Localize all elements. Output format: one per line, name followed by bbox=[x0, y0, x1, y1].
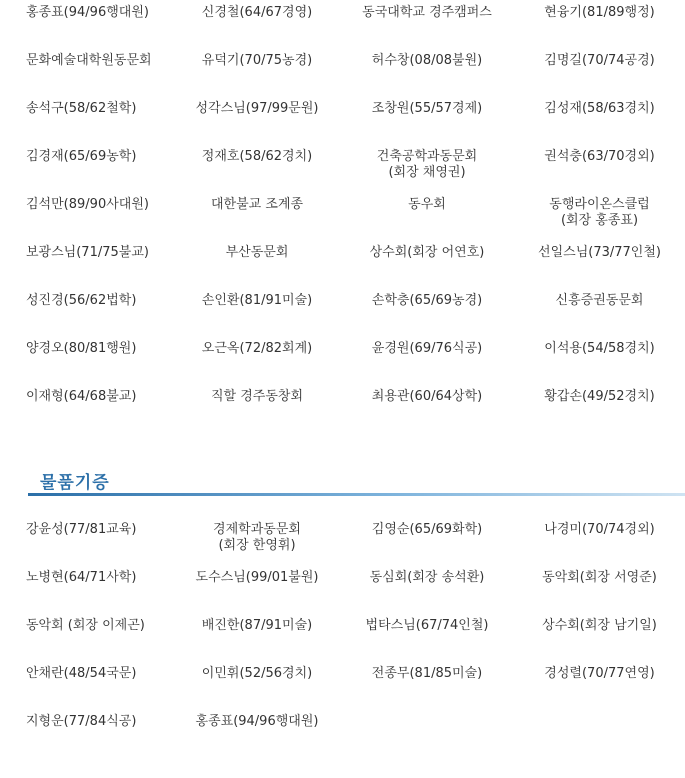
donor-entry bbox=[532, 570, 667, 586]
donor-name: 동우회 bbox=[408, 197, 446, 212]
donor-entry bbox=[532, 53, 667, 69]
donor-name: 신흥증권동문회 bbox=[555, 293, 644, 308]
donor-name: 홍종표(94/96행대원) bbox=[26, 5, 149, 20]
donor-entry bbox=[532, 197, 667, 229]
donor-name: 신경철(64/67경영) bbox=[201, 5, 313, 20]
donor-name: 성진경(56/62법학) bbox=[26, 293, 137, 308]
donor-name: 손학충(65/69농경) bbox=[371, 293, 483, 308]
donor-entry bbox=[362, 570, 492, 586]
donor-name: 김명길(70/74공경) bbox=[544, 53, 655, 68]
donor-entry bbox=[362, 293, 492, 309]
donor-entry bbox=[193, 5, 321, 21]
section-divider bbox=[28, 493, 685, 496]
donor-entry bbox=[26, 197, 149, 213]
donor-entry bbox=[193, 522, 321, 554]
donor-entry bbox=[362, 389, 492, 405]
donor-name: 양경오(80/81행원) bbox=[26, 341, 137, 356]
donor-name: 직할 경주동창회 bbox=[210, 389, 304, 404]
donor-name: 동행라이온스클럽 bbox=[549, 197, 650, 212]
donor-name: 동국대학교 경주캠퍼스 bbox=[362, 5, 492, 20]
donor-name: 정재호(58/62경치) bbox=[201, 149, 313, 164]
donor-name: 법타스님(67/74인철) bbox=[365, 618, 489, 633]
donor-entry bbox=[26, 245, 149, 261]
donor-entry bbox=[193, 618, 321, 634]
donor-row bbox=[0, 336, 685, 384]
donor-row bbox=[0, 565, 685, 613]
donor-entry bbox=[193, 149, 321, 165]
donor-entry bbox=[362, 522, 492, 538]
donor-entry bbox=[193, 53, 321, 69]
donor-note: (회장 홍종표) bbox=[560, 213, 639, 228]
donor-entry bbox=[362, 149, 492, 181]
donor-entry bbox=[26, 101, 136, 117]
donor-name: 윤경원(69/76식공) bbox=[371, 341, 483, 356]
donor-entry bbox=[362, 666, 492, 682]
donor-entry bbox=[26, 570, 136, 586]
donor-entry bbox=[362, 245, 492, 261]
donor-name: 동심회(회장 송석환) bbox=[369, 570, 485, 585]
donor-entry bbox=[532, 522, 667, 538]
donor-name: 손인환(81/91미술) bbox=[201, 293, 313, 308]
donor-row bbox=[0, 709, 685, 757]
donor-row bbox=[0, 192, 685, 240]
donor-row bbox=[0, 613, 685, 661]
donor-entry bbox=[362, 197, 492, 213]
donor-name: 부산동문회 bbox=[225, 245, 289, 260]
donor-entry bbox=[362, 341, 492, 357]
donor-entry bbox=[26, 618, 145, 634]
donor-entry bbox=[532, 618, 667, 634]
donor-row bbox=[0, 517, 685, 565]
donor-row bbox=[0, 144, 685, 192]
donor-name: 동악회(회장 서영준) bbox=[542, 570, 657, 585]
donor-name: 상수회(회장 남기일) bbox=[542, 618, 657, 633]
donor-name: 김석만(89/90사대원) bbox=[26, 197, 149, 212]
donor-name: 성각스님(97/99문원) bbox=[195, 101, 319, 116]
donor-name: 도수스님(99/01불원) bbox=[195, 570, 319, 585]
donor-entry bbox=[193, 570, 321, 586]
donor-entry bbox=[193, 197, 321, 213]
donor-note: (회장 한영휘) bbox=[218, 538, 296, 553]
donor-entry bbox=[362, 618, 492, 634]
donor-name: 이재형(64/68불교) bbox=[26, 389, 137, 404]
donor-note: (회장 채영권) bbox=[388, 165, 466, 180]
donor-row bbox=[0, 240, 685, 288]
donor-entry bbox=[532, 666, 667, 682]
donor-name: 오근옥(72/82회계) bbox=[201, 341, 313, 356]
donor-name: 전종무(81/85미술) bbox=[371, 666, 483, 681]
donor-entry bbox=[532, 101, 667, 117]
donor-name: 김성재(58/63경치) bbox=[544, 101, 655, 116]
donor-entry bbox=[193, 341, 321, 357]
donor-name: 이민휘(52/56경치) bbox=[201, 666, 313, 681]
donor-list-items bbox=[0, 517, 685, 757]
donor-row bbox=[0, 288, 685, 336]
section-header bbox=[0, 458, 685, 500]
donor-entry bbox=[362, 101, 492, 117]
donor-name: 상수회(회장 어연호) bbox=[369, 245, 485, 260]
donor-name: 문화예술대학원동문회 bbox=[26, 53, 152, 68]
donor-entry bbox=[26, 714, 136, 730]
donor-name: 경성렬(70/77연영) bbox=[544, 666, 655, 681]
donor-entry bbox=[26, 5, 149, 21]
donor-name: 경제학과동문회 bbox=[213, 522, 301, 537]
donor-name: 동악회 (회장 이제곤) bbox=[26, 618, 145, 633]
donor-name: 건축공학과동문회 bbox=[376, 149, 478, 164]
donor-entry bbox=[26, 341, 136, 357]
donor-entry bbox=[532, 149, 667, 165]
donor-entry bbox=[193, 245, 321, 261]
donor-entry bbox=[26, 522, 136, 538]
donor-entry bbox=[532, 389, 667, 405]
donor-name: 조창원(55/57경제) bbox=[371, 101, 483, 116]
donor-entry bbox=[193, 666, 321, 682]
donor-name: 대한불교 조계종 bbox=[210, 197, 304, 212]
section-title: 물품기증 bbox=[40, 473, 110, 493]
donor-row bbox=[0, 661, 685, 709]
donor-name: 노병현(64/71사학) bbox=[26, 570, 137, 585]
donor-entry bbox=[26, 149, 136, 165]
donor-entry bbox=[362, 53, 492, 69]
donor-row bbox=[0, 48, 685, 96]
donor-name: 권석충(63/70경외) bbox=[544, 149, 655, 164]
donor-row bbox=[0, 384, 685, 432]
donor-name: 배진한(87/91미술) bbox=[201, 618, 313, 633]
donor-entry bbox=[532, 245, 667, 261]
donor-name: 황갑손(49/52경치) bbox=[544, 389, 655, 404]
donor-entry bbox=[193, 714, 321, 730]
donor-entry bbox=[532, 293, 667, 309]
donor-name: 유덕기(70/75농경) bbox=[201, 53, 313, 68]
donor-entry bbox=[193, 101, 321, 117]
donor-entry bbox=[26, 53, 152, 69]
donor-name: 허수창(08/08불원) bbox=[371, 53, 483, 68]
donor-entry bbox=[532, 341, 667, 357]
donor-entry bbox=[26, 666, 136, 682]
donor-name: 현융기(81/89행정) bbox=[544, 5, 655, 20]
donor-entry bbox=[26, 389, 136, 405]
donor-name: 김경재(65/69농학) bbox=[26, 149, 137, 164]
donor-name: 김영순(65/69화학) bbox=[371, 522, 483, 537]
donor-name: 송석구(58/62철학) bbox=[26, 101, 137, 116]
donor-name: 안채란(48/54국문) bbox=[26, 666, 137, 681]
donor-entry bbox=[26, 293, 136, 309]
donor-name: 나경미(70/74경외) bbox=[544, 522, 655, 537]
donor-row bbox=[0, 0, 685, 48]
donor-entry bbox=[532, 5, 667, 21]
donor-entry bbox=[193, 389, 321, 405]
donor-name: 최용관(60/64상학) bbox=[371, 389, 483, 404]
donor-name: 지형운(77/84식공) bbox=[26, 714, 137, 729]
donor-entry bbox=[362, 5, 492, 21]
donor-name: 선일스님(73/77인철) bbox=[538, 245, 661, 260]
donor-name: 이석용(54/58경치) bbox=[544, 341, 655, 356]
donor-entry bbox=[193, 293, 321, 309]
donor-name: 보광스님(71/75불교) bbox=[26, 245, 149, 260]
donor-name: 강윤성(77/81교육) bbox=[26, 522, 137, 537]
donor-name: 홍종표(94/96행대원) bbox=[195, 714, 319, 729]
donor-row bbox=[0, 96, 685, 144]
